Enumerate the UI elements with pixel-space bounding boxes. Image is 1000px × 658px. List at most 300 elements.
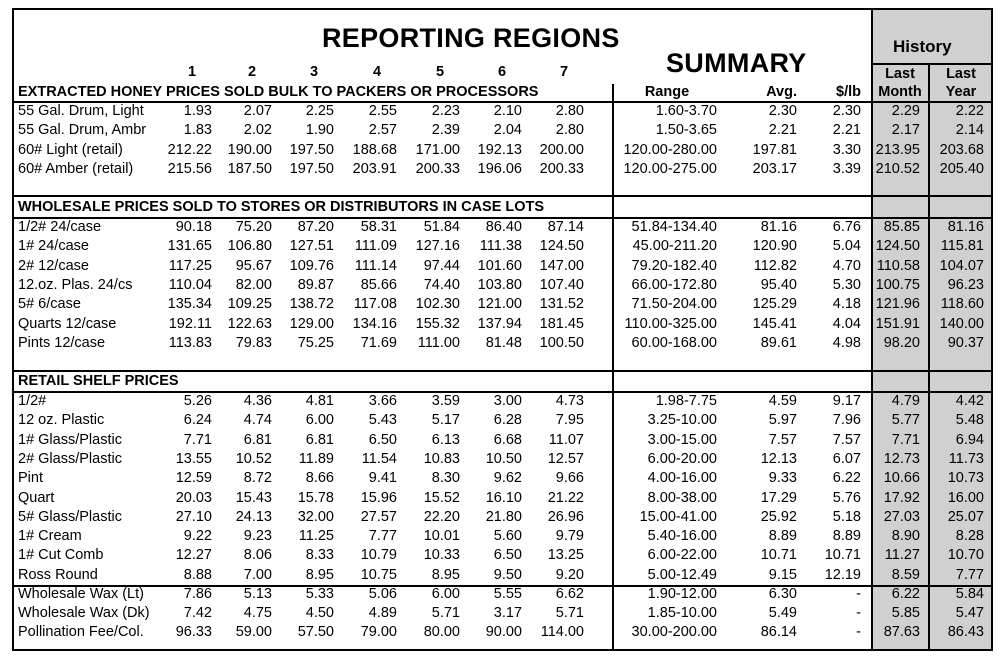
last-month-value: 110.58 [876,257,920,274]
region-6-value: 111.38 [479,238,522,255]
range-value: 1.98-7.75 [655,393,717,409]
region-5-value: 5.71 [431,605,460,621]
region-3-value: 5.33 [305,586,334,602]
row-label: 1# 24/case [18,238,89,255]
range-value: 30.00-200.00 [631,624,717,640]
region-3-value: 6.81 [305,431,334,448]
region-7-value: 5.71 [555,605,584,621]
region-7-value: 4.73 [555,393,584,409]
avg-value: 2.21 [768,122,797,139]
region-4-value: 4.89 [368,605,397,621]
region-3-value: 129.00 [289,315,334,332]
region-6-value: 101.60 [477,257,522,274]
row-label: 2# 12/case [18,257,89,274]
last-year-value: 7.77 [955,566,984,583]
last-year-value: 10.70 [947,547,984,564]
range-value: 120.00-280.00 [623,141,717,158]
region-6-value: 6.50 [493,547,522,564]
avg-value: 17.29 [760,489,797,506]
region-6-value: 16.10 [485,489,522,506]
region-7-value: 9.66 [555,470,584,487]
per-lb-value: 5.30 [832,276,861,293]
region-2-value: 5.13 [243,586,272,602]
region-7-value: 107.40 [539,276,584,293]
region-4-value: 11.54 [361,450,397,467]
last-month-value: 5.77 [891,412,920,429]
per-lb-value: 3.30 [832,141,861,158]
history-col-last-month-2: Month [878,84,922,100]
region-5-value: 97.44 [423,257,460,274]
region-1-value: 7.42 [183,605,212,621]
region-5-value: 10.83 [423,450,460,467]
region-3-value: 11.25 [298,528,334,545]
region-2-value: 8.72 [243,470,272,487]
region-6-value: 86.40 [485,219,522,235]
region-1-value: 212.22 [167,141,212,158]
section-title: WHOLESALE PRICES SOLD TO STORES OR DISTRIBUTORS IN CASE LOTS [18,199,545,215]
region-6-value: 137.94 [477,315,522,332]
last-month-value: 4.79 [891,393,920,409]
per-lb-value: 4.70 [832,257,861,274]
region-4-value: 188.68 [352,141,397,158]
region-1-value: 1.83 [183,122,212,139]
region-3-value: 57.50 [297,624,334,640]
region-2-value: 7.00 [243,566,272,583]
history-title-rule [872,63,993,65]
per-lb-value: 5.04 [832,238,861,255]
avg-value: 6.30 [768,586,797,602]
region-4-value: 9.41 [368,470,397,487]
history-col-last-month-1: Last [885,66,915,82]
row-label: 12 oz. Plastic [18,412,105,429]
region-4-value: 3.66 [368,393,397,409]
region-7-value: 147.00 [539,257,584,274]
range-value: 5.40-16.00 [647,528,717,545]
region-6-value: 192.13 [477,141,522,158]
region-5-value: 15.52 [423,489,460,506]
summary-col-avg: Avg. [766,84,797,100]
region-4-value: 10.79 [360,547,397,564]
region-2-value: 4.75 [243,605,272,621]
region-2-value: 75.20 [235,219,272,235]
region-5-value: 8.95 [431,566,460,583]
region-1-value: 135.34 [167,296,212,313]
region-5-value: 8.30 [431,470,460,487]
range-value: 71.50-204.00 [631,296,717,313]
region-4-value: 58.31 [360,219,397,235]
region-7-value: 12.57 [547,450,584,467]
last-year-value: 86.43 [947,624,984,640]
region-3-value: 6.00 [305,412,334,429]
row-label: Wholesale Wax (Dk) [18,605,150,621]
last-month-value: 100.75 [875,276,920,293]
region-2-value: 4.36 [243,393,272,409]
region-3-value: 4.81 [305,393,334,409]
last-year-value: 203.68 [939,141,984,158]
per-lb-value: 9.17 [832,393,861,409]
region-2-value: 9.23 [243,528,272,545]
range-value: 3.25-10.00 [647,412,717,429]
last-month-value: 2.17 [891,122,920,139]
per-lb-value: 3.39 [832,160,861,177]
per-lb-value: 6.76 [832,219,861,235]
avg-value: 25.92 [760,508,797,525]
per-lb-value: 2.30 [832,103,861,119]
last-month-value: 10.66 [883,470,920,487]
per-lb-value: 4.18 [832,296,861,313]
region-3-value: 2.25 [305,103,334,119]
region-4-value: 111.14 [354,257,397,274]
region-number-3: 3 [309,64,319,80]
last-month-value: 210.52 [875,160,920,177]
avg-value: 8.89 [768,528,797,545]
region-2-value: 79.83 [235,334,272,351]
avg-value: 95.40 [760,276,797,293]
region-1-value: 7.86 [183,586,212,602]
region-5-value: 74.40 [423,276,460,293]
avg-value: 203.17 [752,160,797,177]
region-5-value: 6.13 [431,431,460,448]
last-year-value: 96.23 [947,276,984,293]
region-2-value: 24.13 [235,508,272,525]
region-5-value: 22.20 [423,508,460,525]
region-1-value: 192.11 [168,315,212,332]
per-lb-value: 6.22 [832,470,861,487]
last-year-value: 104.07 [939,257,984,274]
region-7-value: 114.00 [540,624,584,640]
region-7-value: 9.20 [555,566,584,583]
last-month-value: 8.59 [891,566,920,583]
last-year-value: 140.00 [939,315,984,332]
section-title: EXTRACTED HONEY PRICES SOLD BULK TO PACKERS OR PROCESSORS [18,84,539,100]
region-3-value: 109.76 [289,257,334,274]
last-month-value: 8.90 [891,528,920,545]
region-7-value: 2.80 [555,122,584,139]
last-month-value: 151.91 [875,315,920,332]
row-label: 1# Cut Comb [18,547,104,564]
region-7-value: 87.14 [547,219,584,235]
range-value: 110.00-325.00 [624,315,717,332]
region-7-value: 2.80 [555,103,584,119]
avg-value: 5.49 [768,605,797,621]
range-value: 51.84-134.40 [631,219,717,235]
region-3-value: 197.50 [289,141,334,158]
section-end-rule [13,195,992,197]
row-label: 2# Glass/Plastic [18,450,122,467]
region-5-value: 6.00 [431,586,460,602]
range-value: 6.00-22.00 [647,547,717,564]
range-value: 4.00-16.00 [647,470,717,487]
region-1-value: 110.04 [168,276,212,293]
region-2-value: 187.50 [227,160,272,177]
last-month-value: 7.71 [891,431,920,448]
last-month-value: 17.92 [883,489,920,506]
range-value: 8.00-38.00 [647,489,717,506]
range-value: 1.90-12.00 [647,586,717,602]
last-year-value: 81.16 [947,219,984,235]
range-value: 1.50-3.65 [655,122,717,139]
region-6-value: 2.10 [493,103,522,119]
per-lb-value: 4.98 [832,334,861,351]
region-5-value: 155.32 [415,315,460,332]
per-lb-value: - [856,624,861,640]
region-2-value: 59.00 [235,624,272,640]
region-6-value: 2.04 [493,122,522,139]
region-6-value: 9.62 [493,470,522,487]
avg-value: 145.41 [752,315,797,332]
range-value: 66.00-172.80 [631,276,717,293]
per-lb-value: - [856,605,861,621]
region-4-value: 6.50 [368,431,397,448]
last-year-value: 2.14 [955,122,984,139]
per-lb-value: 10.71 [824,547,861,564]
region-6-value: 81.48 [485,334,522,351]
last-year-value: 115.81 [940,238,984,255]
avg-value: 5.97 [768,412,797,429]
summary-col-range: Range [644,84,690,100]
region-3-value: 1.90 [305,122,334,139]
region-2-value: 95.67 [235,257,272,274]
range-value: 79.20-182.40 [631,257,717,274]
per-lb-value: - [856,586,861,602]
range-value: 15.00-41.00 [639,508,717,525]
region-5-value: 111.00 [417,334,460,351]
region-4-value: 5.06 [368,586,397,602]
row-label: 5# Glass/Plastic [18,508,122,525]
last-year-value: 11.73 [948,450,984,467]
avg-value: 112.82 [753,257,797,274]
region-1-value: 117.25 [168,257,212,274]
region-4-value: 7.77 [368,528,397,545]
region-6-value: 196.06 [477,160,522,177]
region-3-value: 8.33 [305,547,334,564]
region-1-value: 96.33 [175,624,212,640]
last-month-value: 2.29 [891,103,920,119]
avg-value: 89.61 [760,334,797,351]
region-5-value: 5.17 [431,412,460,429]
region-3-value: 15.78 [297,489,334,506]
last-year-value: 4.42 [955,393,984,409]
last-month-value: 85.85 [883,219,920,235]
region-1-value: 12.59 [175,470,212,487]
avg-value: 120.90 [752,238,797,255]
region-4-value: 79.00 [360,624,397,640]
avg-value: 10.71 [760,547,797,564]
section-end-rule [13,370,992,372]
region-2-value: 106.80 [227,238,272,255]
region-5-value: 102.30 [415,296,460,313]
avg-value: 12.13 [760,450,797,467]
per-lb-value: 7.96 [832,412,861,429]
region-6-value: 21.80 [485,508,522,525]
region-7-value: 26.96 [547,508,584,525]
region-2-value: 109.25 [227,296,272,313]
range-value: 1.60-3.70 [655,103,717,119]
summary-col-perlb: $/lb [836,84,861,100]
last-year-value: 25.07 [947,508,984,525]
region-7-value: 131.52 [539,296,584,313]
row-label: 55 Gal. Drum, Ambr [18,122,147,139]
per-lb-value: 4.04 [832,315,861,332]
avg-value: 2.30 [768,103,797,119]
last-month-value: 5.85 [891,605,920,621]
summary-title: SUMMARY [666,48,807,78]
region-4-value: 10.75 [360,566,397,583]
region-6-value: 121.00 [477,296,522,313]
region-1-value: 13.55 [175,450,212,467]
region-3-value: 138.72 [289,296,334,313]
region-3-value: 8.66 [305,470,334,487]
last-year-value: 2.22 [955,103,984,119]
row-label: 5# 6/case [18,296,81,313]
avg-value: 125.29 [752,296,797,313]
region-1-value: 7.71 [183,431,212,448]
section-title: RETAIL SHELF PRICES [18,373,179,389]
region-number-7: 7 [559,64,569,80]
region-3-value: 75.25 [297,334,334,351]
row-label: Pints 12/case [18,334,106,351]
last-month-value: 12.73 [883,450,920,467]
region-5-value: 80.00 [423,624,460,640]
last-month-value: 213.95 [875,141,920,158]
region-4-value: 111.09 [354,238,397,255]
per-lb-value: 5.18 [832,508,861,525]
row-label: Wholesale Wax (Lt) [18,586,144,602]
region-4-value: 117.08 [353,296,397,313]
per-lb-value: 12.19 [824,566,861,583]
region-6-value: 5.55 [493,586,522,602]
avg-value: 81.16 [760,219,797,235]
region-7-value: 181.45 [539,315,584,332]
region-number-2: 2 [247,64,257,80]
region-7-value: 9.79 [555,528,584,545]
region-5-value: 127.16 [415,238,460,255]
region-3-value: 11.89 [298,450,334,467]
last-year-value: 8.28 [955,528,984,545]
last-month-value: 87.63 [883,624,920,640]
region-3-value: 4.50 [305,605,334,621]
region-3-value: 87.20 [297,219,334,235]
region-6-value: 90.00 [485,624,522,640]
region-7-value: 6.62 [555,586,584,602]
region-number-5: 5 [435,64,445,80]
range-value: 6.00-20.00 [647,450,717,467]
avg-value: 86.14 [760,624,797,640]
region-4-value: 2.57 [368,122,397,139]
region-6-value: 6.68 [493,431,522,448]
report-title: REPORTING REGIONS [322,23,620,53]
region-7-value: 124.50 [539,238,584,255]
region-3-value: 89.87 [297,276,334,293]
region-1-value: 215.56 [167,160,212,177]
row-label: 1# Cream [18,528,82,545]
per-lb-value: 6.07 [832,450,861,467]
per-lb-value: 7.57 [832,431,861,448]
per-lb-value: 2.21 [832,122,861,139]
history-col-last-year-2: Year [945,84,977,100]
range-value: 5.00-12.49 [647,566,717,583]
range-value: 60.00-168.00 [631,334,717,351]
region-5-value: 10.33 [423,547,460,564]
region-6-value: 3.17 [493,605,522,621]
avg-value: 7.57 [768,431,797,448]
last-year-value: 118.60 [940,296,984,313]
region-1-value: 20.03 [175,489,212,506]
row-label: 1/2# 24/case [18,219,102,235]
last-year-value: 5.47 [955,605,984,621]
region-3-value: 197.50 [289,160,334,177]
row-label: 12.oz. Plas. 24/cs [18,276,133,293]
last-month-value: 98.20 [883,334,920,351]
region-6-value: 6.28 [493,412,522,429]
region-7-value: 7.95 [555,412,584,429]
region-5-value: 51.84 [423,219,460,235]
range-value: 120.00-275.00 [623,160,717,177]
region-4-value: 2.55 [368,103,397,119]
region-4-value: 15.96 [360,489,397,506]
region-6-value: 103.80 [477,276,522,293]
row-label: Ross Round [18,566,98,583]
region-7-value: 200.33 [539,160,584,177]
region-2-value: 82.00 [235,276,272,293]
row-label: 1/2# [18,393,47,409]
region-number-6: 6 [497,64,507,80]
region-number-1: 1 [187,64,197,80]
row-label: 60# Amber (retail) [18,160,134,177]
region-2-value: 2.02 [243,122,272,139]
history-col-last-year-1: Last [946,66,976,82]
region-2-value: 122.63 [227,315,272,332]
last-month-value: 6.22 [891,586,920,602]
region-6-value: 5.60 [493,528,522,545]
region-5-value: 2.23 [431,103,460,119]
avg-value: 4.59 [768,393,797,409]
avg-value: 9.15 [768,566,797,583]
region-4-value: 71.69 [360,334,397,351]
region-4-value: 134.16 [352,315,397,332]
region-1-value: 131.65 [167,238,212,255]
region-5-value: 10.01 [423,528,460,545]
row-label: 1# Glass/Plastic [18,431,122,448]
last-month-value: 27.03 [883,508,920,525]
region-number-4: 4 [372,64,382,80]
region-2-value: 4.74 [243,412,272,429]
region-2-value: 2.07 [243,103,272,119]
avg-value: 197.81 [752,141,797,158]
region-3-value: 127.51 [289,238,334,255]
row-label: Quarts 12/case [18,315,117,332]
region-2-value: 15.43 [235,489,272,506]
region-6-value: 9.50 [493,566,522,583]
region-6-value: 10.50 [485,450,522,467]
region-3-value: 32.00 [297,508,334,525]
region-4-value: 85.66 [360,276,397,293]
region-7-value: 11.07 [548,431,584,448]
row-label: Pint [18,470,43,487]
region-2-value: 6.81 [243,431,272,448]
region-2-value: 8.06 [243,547,272,564]
last-month-value: 11.27 [884,547,920,564]
per-lb-value: 8.89 [832,528,861,545]
region-7-value: 21.22 [547,489,584,506]
region-5-value: 3.59 [431,393,460,409]
last-year-value: 205.40 [939,160,984,177]
region-7-value: 100.50 [539,334,584,351]
last-month-value: 121.96 [875,296,920,313]
region-4-value: 203.91 [352,160,397,177]
last-year-value: 90.37 [947,334,984,351]
region-1-value: 90.18 [175,219,212,235]
